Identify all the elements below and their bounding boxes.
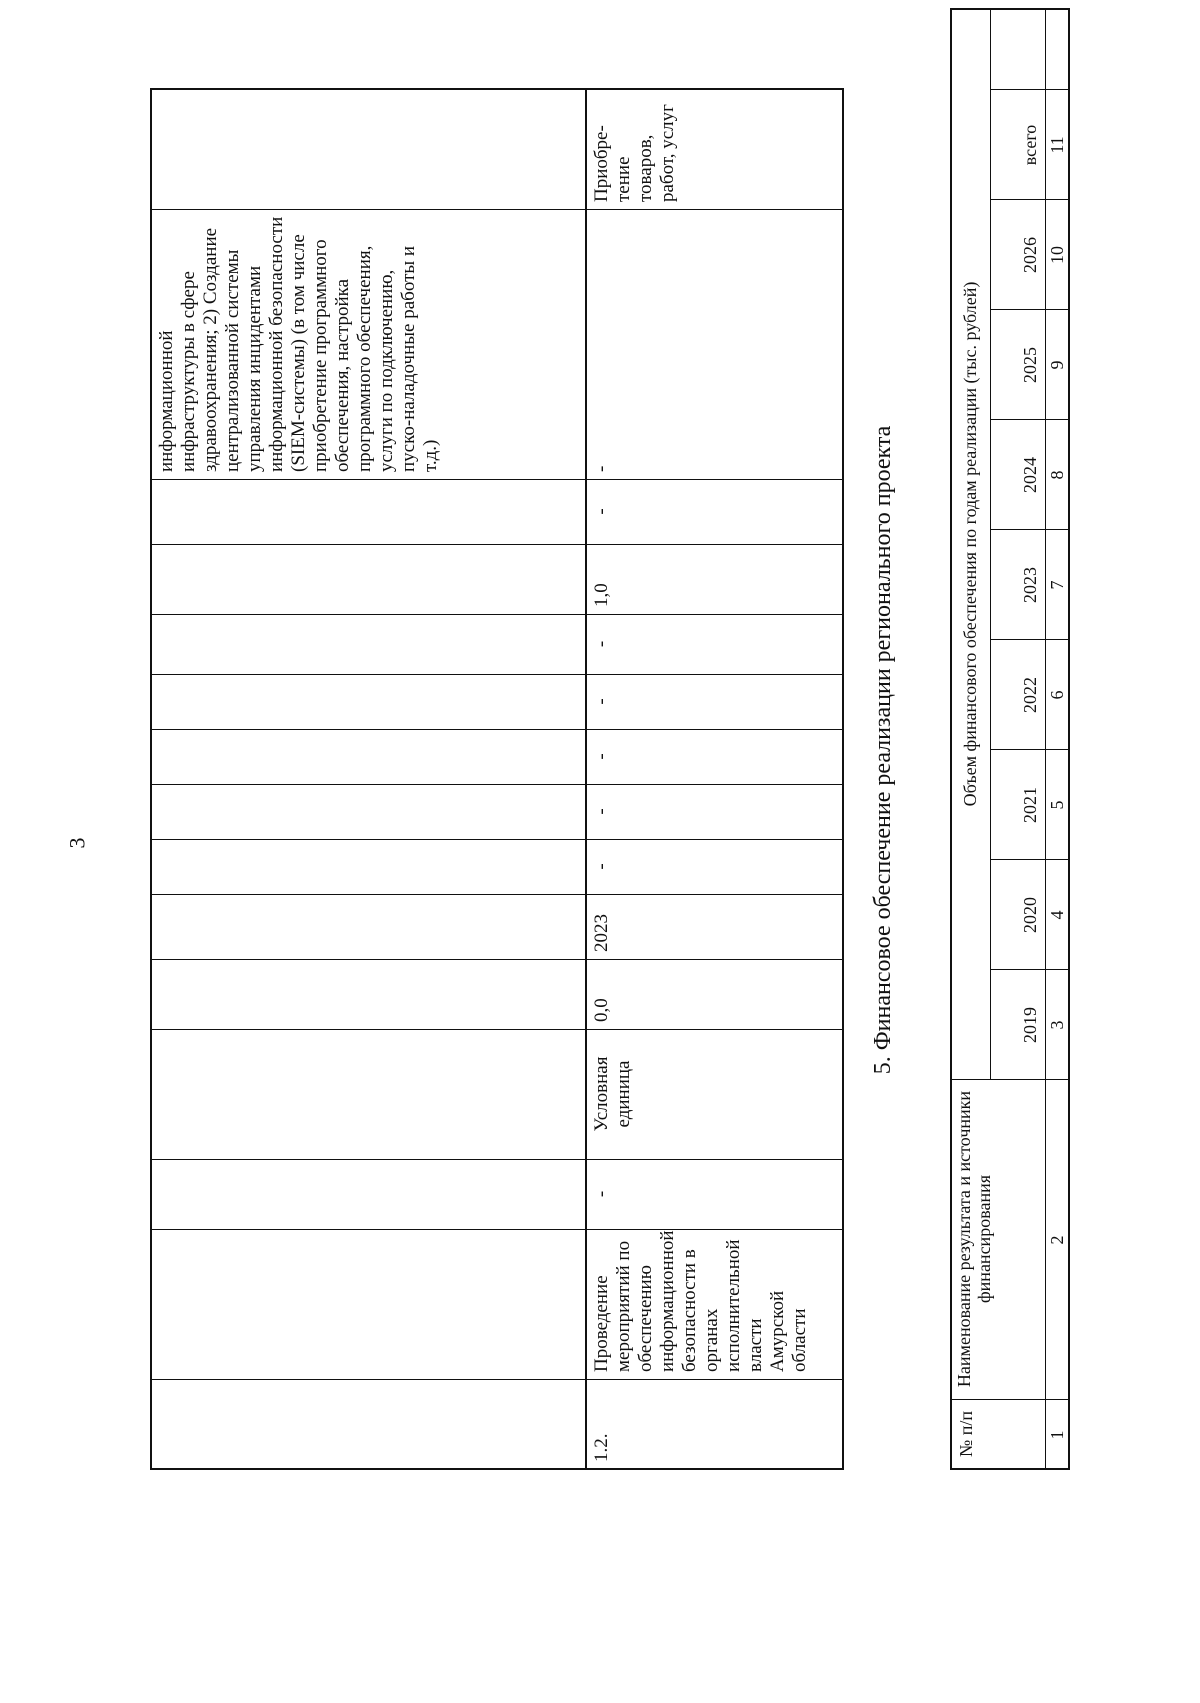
- row-value-2023: -: [591, 640, 612, 648]
- index-6: 6: [1047, 690, 1067, 700]
- row-number: 1.2.: [591, 1433, 612, 1462]
- index-9: 9: [1047, 360, 1067, 370]
- year-2025: 2025: [1020, 347, 1040, 383]
- col-header-number: № п/п: [956, 1411, 976, 1457]
- col-header-volume: Объем финансового обеспечения по годам реализации (тыс. рублей): [960, 281, 980, 807]
- row-base-year: 2023: [591, 914, 612, 952]
- section-heading: 5. Финансовое обеспечение реализации регионального проекта: [870, 425, 896, 1075]
- year-2020: 2020: [1020, 897, 1040, 933]
- index-11: 11: [1047, 136, 1067, 154]
- row-value-2021: -: [591, 753, 612, 760]
- row-value-2025: -: [591, 508, 612, 515]
- row-name: Проведение мероприятий по обеспечению информационной безопасности в органах исполнительной власти Амурской области: [591, 1230, 810, 1372]
- row-dash: -: [591, 1190, 612, 1198]
- year-2019: 2019: [1020, 1007, 1040, 1043]
- row-value-2024: 1,0: [591, 583, 612, 607]
- year-2023: 2023: [1020, 567, 1040, 603]
- col-header-name: Наименование результата и источники финансирования: [954, 1090, 994, 1388]
- index-2: 2: [1047, 1235, 1067, 1245]
- year-2022: 2022: [1020, 677, 1040, 713]
- index-5: 5: [1047, 800, 1067, 810]
- row-base-value: 0,0: [591, 998, 612, 1022]
- continuation-type: Приобре-тение товаров, работ, услуг: [591, 104, 678, 202]
- index-7: 7: [1047, 580, 1067, 590]
- year-total: всего: [1020, 124, 1040, 166]
- continuation-description: информационной инфраструктуры в сфере здравоохранения; 2) Создание централизованной системы управления инцидентами информационной безопасности (SIEM-системы) (в том числе приобретение программного обеспечения, настройка программного обеспечения, услуги по подключению, пуско-наладочные работы и т.д.): [156, 216, 441, 472]
- row-unit: Условная единица: [591, 1056, 634, 1132]
- year-2024: 2024: [1020, 457, 1040, 493]
- index-8: 8: [1047, 470, 1067, 480]
- index-4: 4: [1047, 910, 1067, 920]
- results-table: [0, 104, 810, 1600]
- finance-table: [950, 124, 1100, 1600]
- row-value-2019: -: [591, 863, 612, 870]
- year-2026: 2026: [1020, 237, 1040, 273]
- index-3: 3: [1047, 1020, 1067, 1030]
- row-value-2020: -: [591, 808, 612, 815]
- index-10: 10: [1047, 246, 1067, 264]
- row-value-2026: -: [591, 465, 612, 472]
- index-1: 1: [1047, 1430, 1067, 1440]
- row-value-2022: -: [591, 698, 612, 705]
- year-2021: 2021: [1020, 787, 1040, 823]
- page-number: 3: [64, 837, 90, 849]
